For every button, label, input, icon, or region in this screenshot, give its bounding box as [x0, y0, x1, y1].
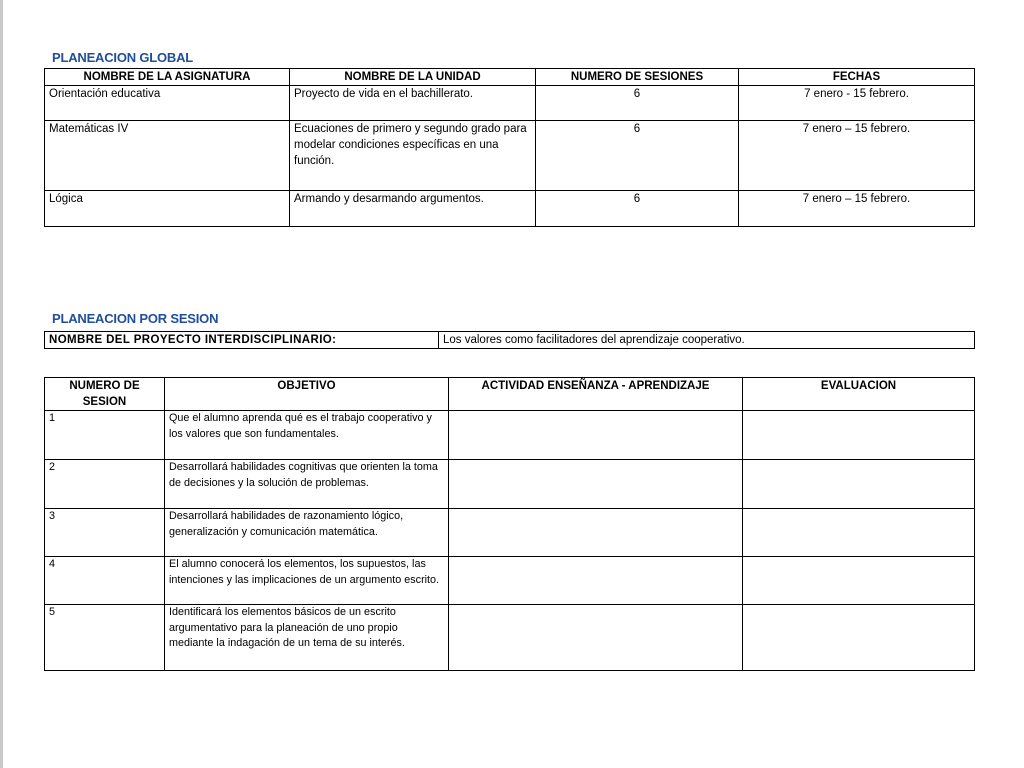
sesion-table [44, 377, 975, 671]
sesiones-cell: 6 [536, 86, 739, 121]
actividad-cell [449, 605, 743, 671]
sesion-header-evaluacion: EVALUACION [743, 378, 975, 411]
table-row [45, 557, 975, 605]
actividad-cell [449, 411, 743, 460]
objetivo-cell: Que el alumno aprenda qué es el trabajo cooperativo y los valores que son fundamentales. [165, 411, 449, 460]
evaluacion-cell [743, 605, 975, 671]
unidad-cell: Armando y desarmando argumentos. [290, 191, 536, 227]
objetivo-cell: El alumno conocerá los elementos, los supuestos, las intenciones y las implicaciones de un argumento escrito. [165, 557, 449, 605]
section-title-sesion: PLANEACION POR SESION [52, 311, 219, 326]
asignatura-cell: Matemáticas IV [45, 121, 290, 191]
numero-cell: 5 [45, 605, 165, 671]
global-header-sesiones: NUMERO DE SESIONES [536, 69, 739, 86]
unidad-cell: Ecuaciones de primero y segundo grado para modelar condiciones específicas en una función. [290, 121, 536, 191]
actividad-cell [449, 460, 743, 509]
evaluacion-cell [743, 509, 975, 557]
table-row [45, 191, 975, 227]
sesiones-cell: 6 [536, 191, 739, 227]
global-header-asignatura: NOMBRE DE LA ASIGNATURA [45, 69, 290, 86]
proyecto-table [44, 331, 975, 349]
table-row [45, 411, 975, 460]
numero-cell: 1 [45, 411, 165, 460]
evaluacion-cell [743, 557, 975, 605]
fechas-cell: 7 enero – 15 febrero. [739, 121, 975, 191]
section-title-global: PLANEACION GLOBAL [52, 50, 194, 65]
proyecto-value: Los valores como facilitadores del aprendizaje cooperativo. [439, 332, 975, 349]
actividad-cell [449, 509, 743, 557]
sesion-header-numero: NUMERO DE SESION [45, 378, 165, 411]
sesion-header-objetivo: OBJETIVO [165, 378, 449, 411]
global-header-unidad: NOMBRE DE LA UNIDAD [290, 69, 536, 86]
sesiones-cell: 6 [536, 121, 739, 191]
proyecto-label: NOMBRE DEL PROYECTO INTERDISCIPLINARIO: [45, 332, 439, 349]
table-row [45, 605, 975, 671]
actividad-cell [449, 557, 743, 605]
numero-cell: 4 [45, 557, 165, 605]
numero-cell: 3 [45, 509, 165, 557]
table-row [45, 509, 975, 557]
asignatura-cell: Orientación educativa [45, 86, 290, 121]
objetivo-cell: Desarrollará habilidades de razonamiento lógico, generalización y comunicación matemática. [165, 509, 449, 557]
fechas-cell: 7 enero – 15 febrero. [739, 191, 975, 227]
objetivo-cell: Desarrollará habilidades cognitivas que orienten la toma de decisiones y la solución de problemas. [165, 460, 449, 509]
table-row [45, 121, 975, 191]
evaluacion-cell [743, 460, 975, 509]
page-left-edge [0, 0, 3, 768]
evaluacion-cell [743, 411, 975, 460]
asignatura-cell: Lógica [45, 191, 290, 227]
unidad-cell: Proyecto de vida en el bachillerato. [290, 86, 536, 121]
table-row [45, 460, 975, 509]
sesion-header-row [45, 378, 975, 411]
global-header-row [45, 69, 975, 86]
objetivo-cell: Identificará los elementos básicos de un escrito argumentativo para la planeación de uno propio mediante la indagación de un tema de su interés. [165, 605, 449, 671]
sesion-header-actividad: ACTIVIDAD ENSEÑANZA - APRENDIZAJE [449, 378, 743, 411]
fechas-cell: 7 enero - 15 febrero. [739, 86, 975, 121]
global-table [44, 68, 975, 227]
global-header-fechas: FECHAS [739, 69, 975, 86]
table-row [45, 86, 975, 121]
numero-cell: 2 [45, 460, 165, 509]
